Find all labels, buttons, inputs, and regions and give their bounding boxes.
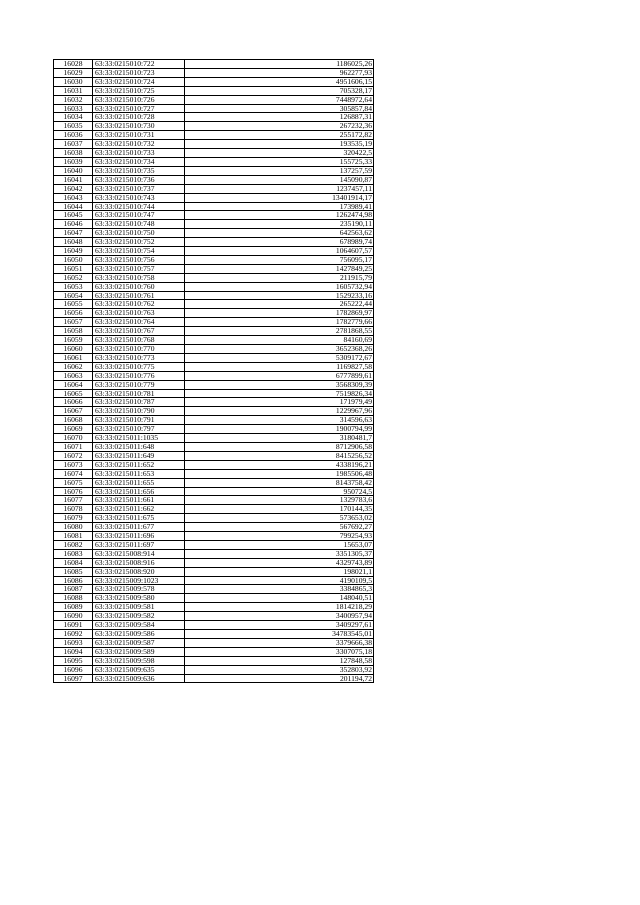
row-number-cell: 16036 — [54, 131, 93, 140]
cadastral-number-cell: 63:33:0215010:790 — [93, 407, 185, 416]
cadastral-number-cell: 63:33:0215011:652 — [93, 460, 185, 469]
table-row — [54, 425, 374, 434]
cadastral-number-cell: 63:33:0215010:731 — [93, 131, 185, 140]
cadastral-number-cell: 63:33:0215010:761 — [93, 291, 185, 300]
table-row — [54, 434, 374, 443]
row-number-cell: 16061 — [54, 353, 93, 362]
table-row — [54, 211, 374, 220]
table-row — [54, 157, 374, 166]
row-number-cell: 16041 — [54, 175, 93, 184]
value-cell: 34783545,01 — [185, 630, 374, 639]
table-row — [54, 523, 374, 532]
cadastral-number-cell: 63:33:0215009:580 — [93, 594, 185, 603]
row-number-cell: 16073 — [54, 460, 93, 469]
cadastral-number-cell: 63:33:0215010:763 — [93, 309, 185, 318]
value-cell: 962277,93 — [185, 68, 374, 77]
value-cell: 3180481,7 — [185, 434, 374, 443]
value-cell: 127848,58 — [185, 656, 374, 665]
table-row — [54, 398, 374, 407]
cadastral-value-table — [53, 59, 374, 683]
value-cell: 320422,5 — [185, 149, 374, 158]
cadastral-number-cell: 63:33:0215010:757 — [93, 264, 185, 273]
row-number-cell: 16035 — [54, 122, 93, 131]
row-number-cell: 16049 — [54, 247, 93, 256]
row-number-cell: 16051 — [54, 264, 93, 273]
value-cell: 705328,17 — [185, 86, 374, 95]
row-number-cell: 16070 — [54, 434, 93, 443]
value-cell: 3400957,94 — [185, 612, 374, 621]
row-number-cell: 16037 — [54, 140, 93, 149]
table-row — [54, 576, 374, 585]
value-cell: 1529233,16 — [185, 291, 374, 300]
row-number-cell: 16087 — [54, 585, 93, 594]
cadastral-number-cell: 63:33:0215010:733 — [93, 149, 185, 158]
cadastral-number-cell: 63:33:0215008:916 — [93, 558, 185, 567]
cadastral-number-cell: 63:33:0215010:730 — [93, 122, 185, 131]
value-cell: 305857,84 — [185, 104, 374, 113]
value-cell: 15653,07 — [185, 540, 374, 549]
table-row — [54, 478, 374, 487]
value-cell: 8415256,52 — [185, 451, 374, 460]
table-row — [54, 621, 374, 630]
value-cell: 173989,41 — [185, 202, 374, 211]
row-number-cell: 16091 — [54, 621, 93, 630]
table-row — [54, 656, 374, 665]
table-row — [54, 540, 374, 549]
row-number-cell: 16089 — [54, 603, 93, 612]
table-row — [54, 140, 374, 149]
table-row — [54, 505, 374, 514]
table-row — [54, 612, 374, 621]
cadastral-number-cell: 63:33:0215010:724 — [93, 77, 185, 86]
table-row — [54, 603, 374, 612]
cadastral-number-cell: 63:33:0215010:735 — [93, 166, 185, 175]
value-cell: 1237457,11 — [185, 184, 374, 193]
cadastral-number-cell: 63:33:0215008:920 — [93, 567, 185, 576]
row-number-cell: 16096 — [54, 665, 93, 674]
value-cell: 155725,33 — [185, 157, 374, 166]
row-number-cell: 16090 — [54, 612, 93, 621]
table-row — [54, 487, 374, 496]
cadastral-number-cell: 63:33:0215010:760 — [93, 282, 185, 291]
row-number-cell: 16071 — [54, 442, 93, 451]
row-number-cell: 16054 — [54, 291, 93, 300]
row-number-cell: 16064 — [54, 380, 93, 389]
cadastral-number-cell: 63:33:0215011:648 — [93, 442, 185, 451]
row-number-cell: 16050 — [54, 255, 93, 264]
row-number-cell: 16039 — [54, 157, 93, 166]
value-cell: 573653,02 — [185, 514, 374, 523]
cadastral-number-cell: 63:33:0215011:655 — [93, 478, 185, 487]
row-number-cell: 16045 — [54, 211, 93, 220]
row-number-cell: 16032 — [54, 95, 93, 104]
table-row — [54, 638, 374, 647]
cadastral-number-cell: 63:33:0215011:675 — [93, 514, 185, 523]
value-cell: 3409297,61 — [185, 621, 374, 630]
table-row — [54, 60, 374, 69]
table-row — [54, 389, 374, 398]
value-cell: 5309172,67 — [185, 353, 374, 362]
table-row — [54, 184, 374, 193]
table-row — [54, 318, 374, 327]
table-row — [54, 451, 374, 460]
row-number-cell: 16079 — [54, 514, 93, 523]
table-row — [54, 469, 374, 478]
cadastral-number-cell: 63:33:0215010:732 — [93, 140, 185, 149]
table-row — [54, 460, 374, 469]
value-cell: 352803,92 — [185, 665, 374, 674]
table-row — [54, 630, 374, 639]
row-number-cell: 16053 — [54, 282, 93, 291]
cadastral-number-cell: 63:33:0215009:635 — [93, 665, 185, 674]
table-body — [54, 60, 374, 683]
value-cell: 2781868,55 — [185, 327, 374, 336]
row-number-cell: 16074 — [54, 469, 93, 478]
table-row — [54, 442, 374, 451]
table-row — [54, 309, 374, 318]
value-cell: 1605732,94 — [185, 282, 374, 291]
value-cell: 126887,31 — [185, 113, 374, 122]
value-cell: 314596,63 — [185, 416, 374, 425]
cadastral-number-cell: 63:33:0215010:734 — [93, 157, 185, 166]
value-cell: 1329783,6 — [185, 496, 374, 505]
value-cell: 3351305,37 — [185, 549, 374, 558]
table-row — [54, 549, 374, 558]
value-cell: 567692,27 — [185, 523, 374, 532]
cadastral-number-cell: 63:33:0215010:747 — [93, 211, 185, 220]
row-number-cell: 16075 — [54, 478, 93, 487]
row-number-cell: 16080 — [54, 523, 93, 532]
row-number-cell: 16066 — [54, 398, 93, 407]
cadastral-number-cell: 63:33:0215010:773 — [93, 353, 185, 362]
value-cell: 3379666,38 — [185, 638, 374, 647]
row-number-cell: 16031 — [54, 86, 93, 95]
row-number-cell: 16055 — [54, 300, 93, 309]
cadastral-number-cell: 63:33:0215010:791 — [93, 416, 185, 425]
value-cell: 1064607,57 — [185, 247, 374, 256]
cadastral-number-cell: 63:33:0215010:767 — [93, 327, 185, 336]
cadastral-number-cell: 63:33:0215009:587 — [93, 638, 185, 647]
cadastral-number-cell: 63:33:0215010:748 — [93, 220, 185, 229]
cadastral-number-cell: 63:33:0215011:649 — [93, 451, 185, 460]
value-cell: 1782779,66 — [185, 318, 374, 327]
table-row — [54, 336, 374, 345]
table-row — [54, 113, 374, 122]
table-row — [54, 95, 374, 104]
cadastral-number-cell: 63:33:0215010:726 — [93, 95, 185, 104]
table-row — [54, 674, 374, 683]
row-number-cell: 16047 — [54, 229, 93, 238]
cadastral-number-cell: 63:33:0215009:584 — [93, 621, 185, 630]
value-cell: 198021,1 — [185, 567, 374, 576]
value-cell: 4190109,5 — [185, 576, 374, 585]
row-number-cell: 16044 — [54, 202, 93, 211]
value-cell: 1782869,97 — [185, 309, 374, 318]
cadastral-number-cell: 63:33:0215010:743 — [93, 193, 185, 202]
value-cell: 13401914,17 — [185, 193, 374, 202]
cadastral-number-cell: 63:33:0215010:756 — [93, 255, 185, 264]
value-cell: 4951606,15 — [185, 77, 374, 86]
table-row — [54, 353, 374, 362]
cadastral-number-cell: 63:33:0215010:764 — [93, 318, 185, 327]
table-row — [54, 193, 374, 202]
cadastral-number-cell: 63:33:0215009:581 — [93, 603, 185, 612]
value-cell: 201194,72 — [185, 674, 374, 683]
table-row — [54, 264, 374, 273]
row-number-cell: 16056 — [54, 309, 93, 318]
row-number-cell: 16033 — [54, 104, 93, 113]
table-row — [54, 496, 374, 505]
row-number-cell: 16092 — [54, 630, 93, 639]
row-number-cell: 16078 — [54, 505, 93, 514]
cadastral-number-cell: 63:33:0215011:696 — [93, 532, 185, 541]
table-row — [54, 567, 374, 576]
row-number-cell: 16097 — [54, 674, 93, 683]
row-number-cell: 16057 — [54, 318, 93, 327]
cadastral-number-cell: 63:33:0215010:750 — [93, 229, 185, 238]
table-row — [54, 362, 374, 371]
table-row — [54, 68, 374, 77]
table-row — [54, 255, 374, 264]
value-cell: 1262474,98 — [185, 211, 374, 220]
cadastral-number-cell: 63:33:0215010:762 — [93, 300, 185, 309]
row-number-cell: 16072 — [54, 451, 93, 460]
cadastral-number-cell: 63:33:0215010:736 — [93, 175, 185, 184]
value-cell: 1427849,25 — [185, 264, 374, 273]
cadastral-number-cell: 63:33:0215010:727 — [93, 104, 185, 113]
value-cell: 4338196,21 — [185, 460, 374, 469]
cadastral-number-cell: 63:33:0215009:578 — [93, 585, 185, 594]
value-cell: 678989,74 — [185, 238, 374, 247]
value-cell: 1169827,58 — [185, 362, 374, 371]
table-row — [54, 202, 374, 211]
table-row — [54, 220, 374, 229]
table-row — [54, 86, 374, 95]
cadastral-number-cell: 63:33:0215009:636 — [93, 674, 185, 683]
table-row — [54, 371, 374, 380]
cadastral-number-cell: 63:33:0215010:779 — [93, 380, 185, 389]
value-cell: 4329743,89 — [185, 558, 374, 567]
table-row — [54, 291, 374, 300]
cadastral-number-cell: 63:33:0215010:776 — [93, 371, 185, 380]
row-number-cell: 16083 — [54, 549, 93, 558]
cadastral-number-cell: 63:33:0215010:737 — [93, 184, 185, 193]
row-number-cell: 16030 — [54, 77, 93, 86]
cadastral-number-cell: 63:33:0215011:653 — [93, 469, 185, 478]
value-cell: 148040,51 — [185, 594, 374, 603]
row-number-cell: 16086 — [54, 576, 93, 585]
table-row — [54, 532, 374, 541]
table-row — [54, 166, 374, 175]
cadastral-number-cell: 63:33:0215010:744 — [93, 202, 185, 211]
value-cell: 3307075,18 — [185, 647, 374, 656]
cadastral-number-cell: 63:33:0215010:728 — [93, 113, 185, 122]
value-cell: 6777899,61 — [185, 371, 374, 380]
cadastral-number-cell: 63:33:0215010:725 — [93, 86, 185, 95]
cadastral-number-cell: 63:33:0215010:722 — [93, 60, 185, 69]
table-row — [54, 647, 374, 656]
cadastral-number-cell: 63:33:0215011:677 — [93, 523, 185, 532]
value-cell: 7519826,34 — [185, 389, 374, 398]
cadastral-number-cell: 63:33:0215009:1023 — [93, 576, 185, 585]
cadastral-number-cell: 63:33:0215010:797 — [93, 425, 185, 434]
row-number-cell: 16076 — [54, 487, 93, 496]
cadastral-number-cell: 63:33:0215011:661 — [93, 496, 185, 505]
table-row — [54, 300, 374, 309]
row-number-cell: 16088 — [54, 594, 93, 603]
value-cell: 950724,5 — [185, 487, 374, 496]
cadastral-number-cell: 63:33:0215011:697 — [93, 540, 185, 549]
row-number-cell: 16062 — [54, 362, 93, 371]
value-cell: 3568309,39 — [185, 380, 374, 389]
table-row — [54, 131, 374, 140]
row-number-cell: 16029 — [54, 68, 93, 77]
row-number-cell: 16081 — [54, 532, 93, 541]
row-number-cell: 16069 — [54, 425, 93, 434]
value-cell: 756095,17 — [185, 255, 374, 264]
cadastral-number-cell: 63:33:0215011:1035 — [93, 434, 185, 443]
value-cell: 1229967,96 — [185, 407, 374, 416]
value-cell: 171979,49 — [185, 398, 374, 407]
row-number-cell: 16068 — [54, 416, 93, 425]
table-row — [54, 327, 374, 336]
row-number-cell: 16060 — [54, 345, 93, 354]
table-row — [54, 175, 374, 184]
table-row — [54, 229, 374, 238]
cadastral-number-cell: 63:33:0215010:787 — [93, 398, 185, 407]
row-number-cell: 16082 — [54, 540, 93, 549]
row-number-cell: 16094 — [54, 647, 93, 656]
row-number-cell: 16040 — [54, 166, 93, 175]
cadastral-number-cell: 63:33:0215010:758 — [93, 273, 185, 282]
row-number-cell: 16052 — [54, 273, 93, 282]
value-cell: 255172,82 — [185, 131, 374, 140]
value-cell: 193535,19 — [185, 140, 374, 149]
cadastral-number-cell: 63:33:0215010:723 — [93, 68, 185, 77]
table-row — [54, 514, 374, 523]
value-cell: 265222,44 — [185, 300, 374, 309]
cadastral-number-cell: 63:33:0215011:662 — [93, 505, 185, 514]
cadastral-number-cell: 63:33:0215009:582 — [93, 612, 185, 621]
value-cell: 1985506,48 — [185, 469, 374, 478]
table-row — [54, 380, 374, 389]
value-cell: 1186025,26 — [185, 60, 374, 69]
table-row — [54, 77, 374, 86]
row-number-cell: 16084 — [54, 558, 93, 567]
table-row — [54, 407, 374, 416]
cadastral-number-cell: 63:33:0215011:656 — [93, 487, 185, 496]
table-row — [54, 104, 374, 113]
cadastral-number-cell: 63:33:0215010:775 — [93, 362, 185, 371]
table-row — [54, 665, 374, 674]
value-cell: 145090,87 — [185, 175, 374, 184]
row-number-cell: 16093 — [54, 638, 93, 647]
table-row — [54, 149, 374, 158]
value-cell: 3384865,3 — [185, 585, 374, 594]
row-number-cell: 16058 — [54, 327, 93, 336]
value-cell: 137257,59 — [185, 166, 374, 175]
value-cell: 1900794,99 — [185, 425, 374, 434]
value-cell: 8143758,42 — [185, 478, 374, 487]
table-row — [54, 594, 374, 603]
value-cell: 3652368,26 — [185, 345, 374, 354]
row-number-cell: 16048 — [54, 238, 93, 247]
cadastral-number-cell: 63:33:0215010:752 — [93, 238, 185, 247]
table-row — [54, 238, 374, 247]
table-row — [54, 558, 374, 567]
row-number-cell: 16028 — [54, 60, 93, 69]
row-number-cell: 16067 — [54, 407, 93, 416]
row-number-cell: 16042 — [54, 184, 93, 193]
value-cell: 235190,11 — [185, 220, 374, 229]
row-number-cell: 16095 — [54, 656, 93, 665]
table-row — [54, 585, 374, 594]
row-number-cell: 16059 — [54, 336, 93, 345]
row-number-cell: 16063 — [54, 371, 93, 380]
cadastral-number-cell: 63:33:0215009:598 — [93, 656, 185, 665]
value-cell: 8712906,58 — [185, 442, 374, 451]
value-cell: 1814218,29 — [185, 603, 374, 612]
row-number-cell: 16077 — [54, 496, 93, 505]
table-row — [54, 345, 374, 354]
cadastral-number-cell: 63:33:0215010:768 — [93, 336, 185, 345]
row-number-cell: 16038 — [54, 149, 93, 158]
value-cell: 84160,69 — [185, 336, 374, 345]
cadastral-number-cell: 63:33:0215010:770 — [93, 345, 185, 354]
cadastral-number-cell: 63:33:0215008:914 — [93, 549, 185, 558]
row-number-cell: 16046 — [54, 220, 93, 229]
table-row — [54, 416, 374, 425]
value-cell: 267232,36 — [185, 122, 374, 131]
value-cell: 211915,79 — [185, 273, 374, 282]
row-number-cell: 16034 — [54, 113, 93, 122]
value-cell: 642563,62 — [185, 229, 374, 238]
value-cell: 799254,93 — [185, 532, 374, 541]
table-row — [54, 282, 374, 291]
cadastral-number-cell: 63:33:0215010:781 — [93, 389, 185, 398]
table-row — [54, 247, 374, 256]
row-number-cell: 16043 — [54, 193, 93, 202]
cadastral-number-cell: 63:33:0215009:586 — [93, 630, 185, 639]
value-cell: 170144,35 — [185, 505, 374, 514]
table-row — [54, 122, 374, 131]
cadastral-number-cell: 63:33:0215010:754 — [93, 247, 185, 256]
table-row — [54, 273, 374, 282]
row-number-cell: 16065 — [54, 389, 93, 398]
value-cell: 7448972,64 — [185, 95, 374, 104]
cadastral-number-cell: 63:33:0215009:589 — [93, 647, 185, 656]
row-number-cell: 16085 — [54, 567, 93, 576]
